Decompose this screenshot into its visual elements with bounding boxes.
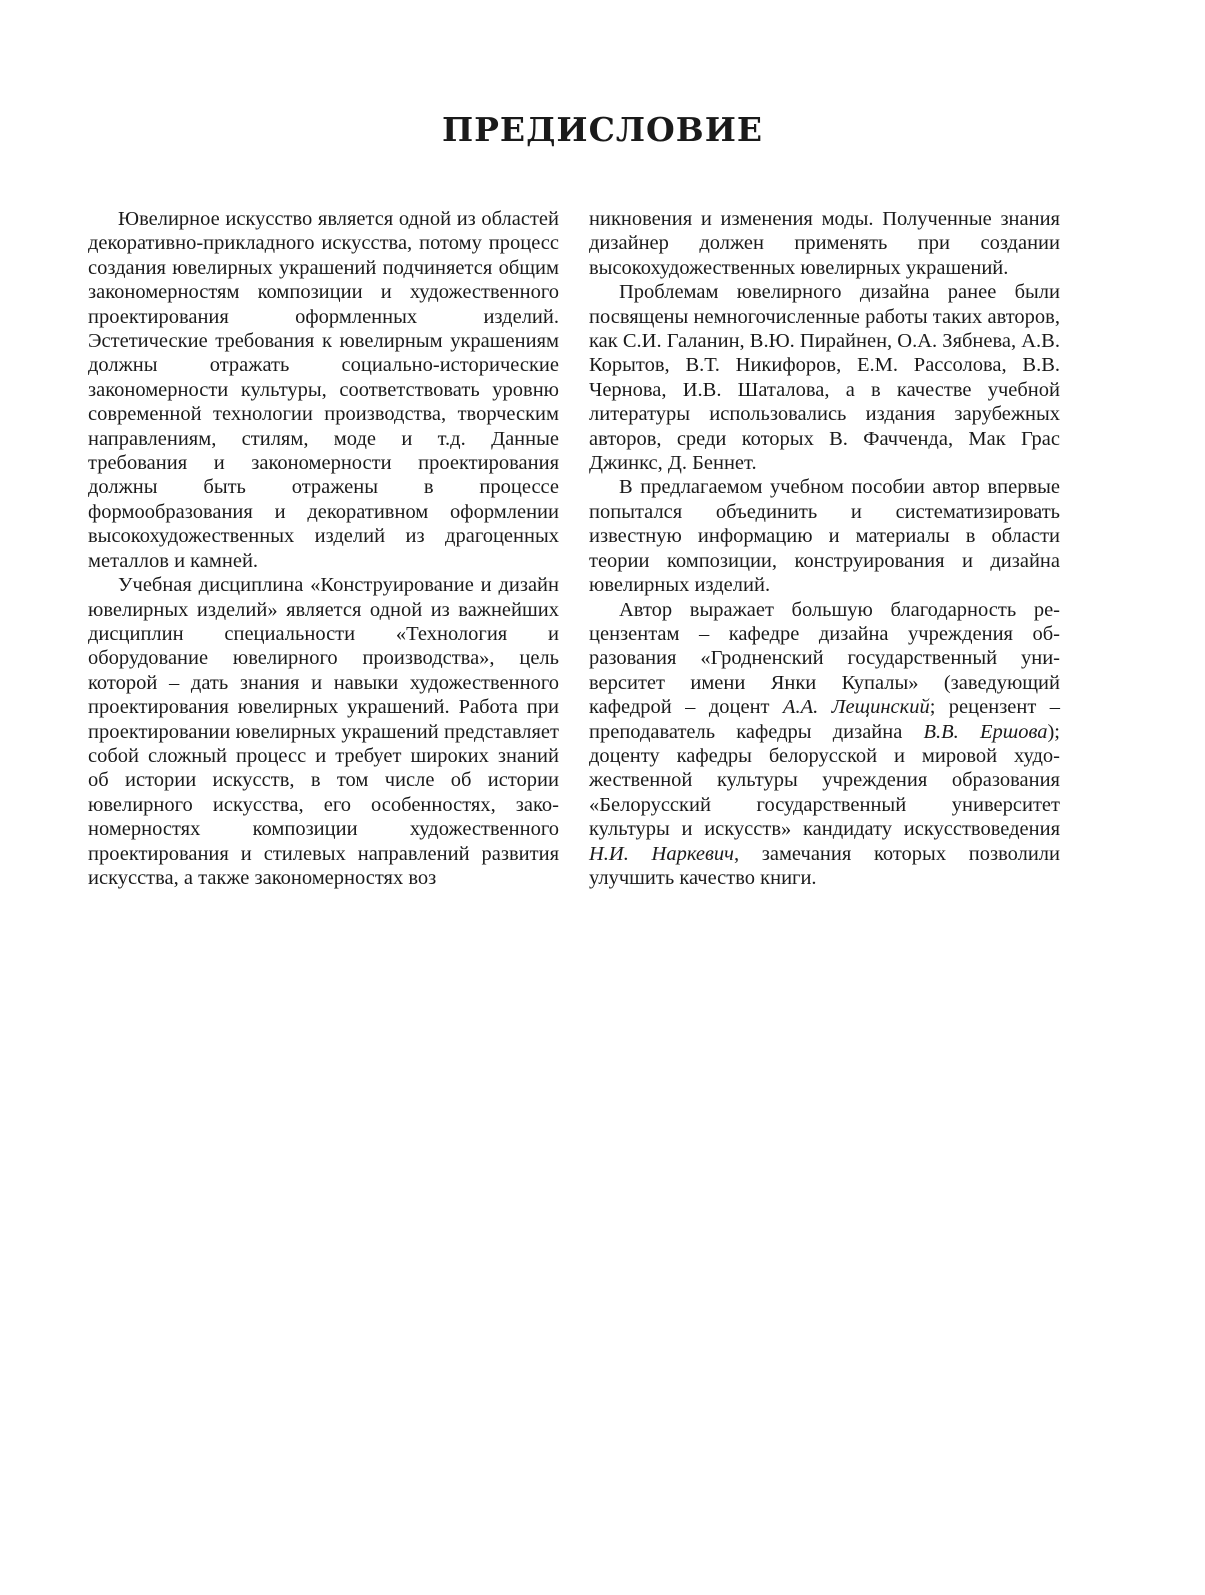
reviewer-name-2: В.В. Ершова: [923, 720, 1048, 743]
reviewer-name-3: Н.И. Наркевич: [589, 842, 734, 865]
paragraph-intro: Ювелирное искусство является одной из областей декоративно-прикладного искусства, потому процесс создания ювелирных украшений подчиняется общим закономерностям композиции и художественного проектирования оформленных изделий. Эстетические требования к ювелирным украшениям должны отражать социально-исторические закономерности культуры, соответствовать уровню современной технологии производства, творческим направлениям, стилям, моде и т.д. Данные требования и закономерности проектирования должны быть отражены в процессе формообразования и декоративном оформлении высокохудожественных изделий из драгоценных металлов и камней.: [88, 208, 559, 572]
paragraph-discipline-continued: никновения и изменения моды. Полученные знания дизайнер должен применять при создании высокохудожественных ювелирных украшений.: [589, 208, 1060, 279]
ack-text-1: Автор выражает большую благодарность рецензентам – кафедре дизайна учреждения образования «Гродненский государственный университет имени Янки Купалы» (заведующий кафедрой – доцент: [589, 598, 1060, 719]
left-column: [88, 207, 559, 890]
paragraph-prior-works: Проблемам ювелирного дизайна ранее были посвящены немногочисленные работы таких авторов, как С.И. Галанин, В.Ю. Пирайнен, О.А. Зябнева, А.В. Корытов, В.Т. Никифоров, Е.М. Рассолова, В.В. Чернова, И.В. Шаталова, а в качестве учебной литературы использовались издания зарубежных авторов, среди которых В. Фачченда, Мак Грас Джинкс, Д. Беннет.: [589, 281, 1060, 475]
paragraph-purpose: В предлагаемом учебном пособии автор впервые попытался объединить и систематизировать известную информацию и материалы в области теории композиции, конструирования и дизайна ювелирных изделий.: [589, 476, 1060, 597]
page-title: ПРЕДИСЛОВИЕ: [441, 110, 764, 149]
ack-text-3: ); доценту кафедры белорусской и мировой художественной культуры учреждения образования «Белорусский государственный университет культуры и искусств» кандидату искусствоведения: [589, 720, 1060, 841]
paragraph-discipline: Учебная дисциплина «Конструирование и дизайн ювелирных изделий» является одной из важнейших дисциплин специальности «Технология и оборудование ювелирного производства», цель которой – дать знания и навыки художественного проектирования ювелирных украшений. Работа при проектировании ювелирных украшений представляет собой сложный процесс и требует широких знаний об истории искусств, в том числе об истории ювелирного искусства, его особенностях, закономерностях композиции художественного проектирования и стилевых направлений развития искусства, а также закономерностях воз: [88, 574, 559, 889]
reviewer-name-1: А.А. Лещинский: [782, 696, 930, 719]
right-column: [589, 207, 1060, 890]
paragraph-acknowledgements: [589, 598, 1060, 891]
ack-text-4: , замечания которых позволили улучшить качество книги.: [589, 842, 1060, 889]
ack-text-2: ; рецензент – преподаватель кафедры дизайна: [589, 696, 1060, 743]
